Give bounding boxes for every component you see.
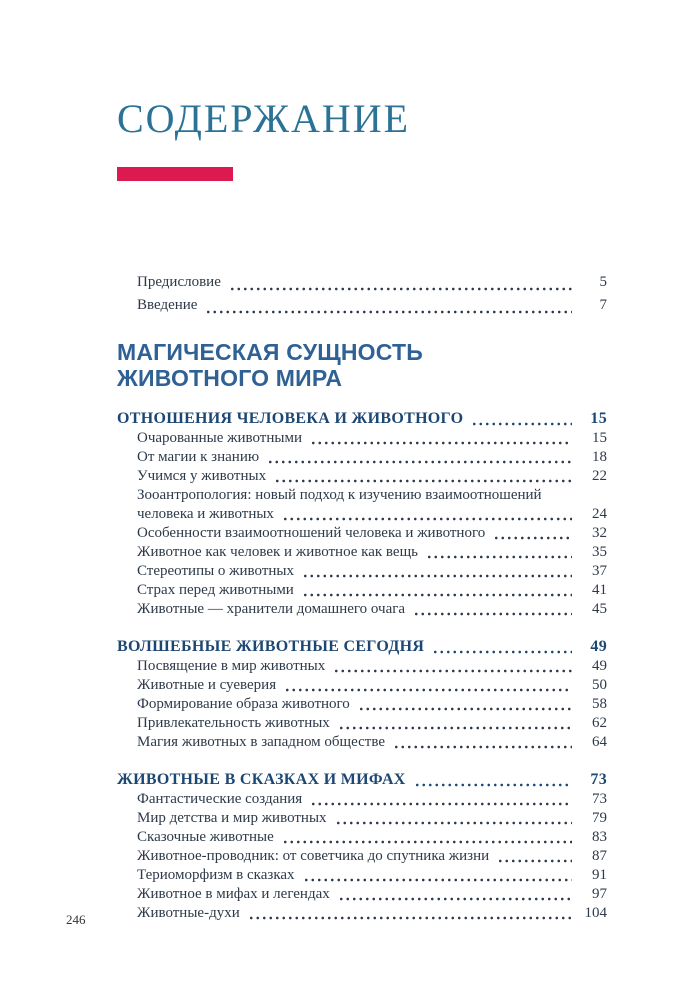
page-number: 45	[592, 601, 607, 617]
front-matter-row	[137, 271, 607, 294]
toc-entry-row	[137, 847, 607, 866]
toc-entry-row	[137, 600, 607, 619]
toc-entry-row	[137, 866, 607, 885]
chapter-heading-row	[117, 408, 607, 429]
toc-entry-label: Очарованные животными	[137, 430, 302, 446]
toc-entry-label: Стереотипы о животных	[137, 563, 295, 579]
chapter-title: ВОЛШЕБНЫЕ ЖИВОТНЫЕ СЕГОДНЯ	[117, 638, 425, 655]
page-number: 15	[592, 430, 607, 446]
dot-leader	[493, 536, 572, 540]
toc-section	[117, 636, 607, 752]
folio-page-number: 246	[66, 912, 86, 927]
page-number: 73	[590, 771, 607, 788]
toc-entry-row	[137, 505, 607, 524]
dot-leader	[358, 707, 572, 711]
page-number: 18	[592, 449, 607, 465]
page-title: СОДЕРЖАНИЕ	[117, 96, 411, 141]
dot-leader	[267, 460, 572, 464]
toc-entry-label: Териоморфизм в сказках	[137, 867, 295, 883]
toc-entry-row	[137, 562, 607, 581]
toc-entry-label: Учимся у животных	[137, 468, 267, 484]
dot-leader	[338, 726, 572, 730]
page-number: 22	[592, 468, 607, 484]
page-number: 49	[590, 638, 607, 655]
dot-leader	[497, 859, 572, 863]
toc-entry-row	[137, 581, 607, 600]
toc-sections	[117, 408, 607, 923]
page-number: 87	[592, 848, 607, 864]
toc-entry-row	[137, 695, 607, 714]
toc-entry-label: Страх перед животными	[137, 582, 294, 598]
page-number: 41	[592, 582, 607, 598]
page-number: 97	[592, 886, 607, 902]
part-heading-line: МАГИЧЕСКАЯ СУЩНОСТЬ	[117, 339, 423, 365]
page-number: 37	[592, 563, 607, 579]
dot-leader	[205, 310, 572, 314]
dot-leader	[393, 745, 572, 749]
dot-leader	[282, 517, 572, 521]
toc-section	[117, 408, 607, 619]
toc-entry-label: Животные и суеверия	[137, 677, 277, 693]
dot-leader	[310, 441, 572, 445]
dot-leader	[414, 783, 572, 787]
page-number: 104	[584, 905, 607, 921]
toc-entry-label: Введение	[137, 297, 198, 313]
chapter-heading-row	[117, 636, 607, 657]
page-number: 24	[592, 506, 607, 522]
dot-leader	[284, 688, 572, 692]
toc-entry-row	[137, 676, 607, 695]
dot-leader	[303, 878, 572, 882]
page-number: 73	[592, 791, 607, 807]
toc-entry-row	[137, 714, 607, 733]
toc-section	[117, 769, 607, 923]
dot-leader	[310, 802, 572, 806]
toc-entry-label: человека и животных	[137, 506, 274, 522]
toc-entry-label: Посвящение в мир животных	[137, 658, 326, 674]
dot-leader	[229, 287, 572, 291]
dot-leader	[432, 650, 572, 654]
toc-entry-row	[137, 543, 607, 562]
dot-leader	[248, 916, 572, 920]
chapter-title: ОТНОШЕНИЯ ЧЕЛОВЕКА И ЖИВОТНОГО	[117, 410, 464, 427]
page-number: 5	[599, 274, 607, 290]
chapter-title: ЖИВОТНЫЕ В СКАЗКАХ И МИФАХ	[117, 771, 406, 788]
section-entries	[117, 657, 607, 752]
toc-entry-label: Животное в мифах и легендах	[137, 886, 330, 902]
toc-entry-row	[137, 733, 607, 752]
page-number: 49	[592, 658, 607, 674]
section-entries	[117, 790, 607, 923]
page-number: 15	[590, 410, 607, 427]
page-number: 35	[592, 544, 607, 560]
toc-entry-row	[137, 809, 607, 828]
accent-bar	[117, 167, 233, 181]
toc-entry-label: Привлекательность животных	[137, 715, 330, 731]
dot-leader	[338, 897, 572, 901]
section-entries	[117, 429, 607, 619]
toc-entry-wrapped-line: Зооантропология: новый подход к изучению взаимоотношений	[137, 487, 542, 503]
toc-entry-row	[137, 904, 607, 923]
page-number: 83	[592, 829, 607, 845]
page-number: 58	[592, 696, 607, 712]
dot-leader	[333, 669, 572, 673]
page-number: 32	[592, 525, 607, 541]
front-matter-list	[117, 271, 607, 317]
toc-entry-label: Магия животных в западном обществе	[137, 734, 386, 750]
part-heading-line: ЖИВОТНОГО МИРА	[117, 365, 343, 391]
toc-content	[117, 0, 607, 923]
dot-leader	[335, 821, 572, 825]
page-number: 50	[592, 677, 607, 693]
toc-entry-label: Мир детства и мир животных	[137, 810, 327, 826]
toc-entry-row	[137, 657, 607, 676]
chapter-heading-row	[117, 769, 607, 790]
toc-entry-label: Особенности взаимоотношений человека и животного	[137, 525, 486, 541]
toc-entry-row	[137, 885, 607, 904]
toc-entry-label: Животные — хранители домашнего очага	[137, 601, 406, 617]
dot-leader	[302, 574, 572, 578]
toc-entry-row	[137, 524, 607, 543]
dot-leader	[471, 422, 572, 426]
toc-entry-row	[137, 790, 607, 809]
dot-leader	[413, 612, 572, 616]
toc-entry-label: От магии к знанию	[137, 449, 260, 465]
page-number: 62	[592, 715, 607, 731]
toc-entry-row	[137, 828, 607, 847]
page-number: 7	[599, 297, 607, 313]
toc-entry-label: Животные-духи	[137, 905, 240, 921]
front-matter-row	[137, 294, 607, 317]
toc-entry-row	[137, 429, 607, 448]
page-number: 64	[592, 734, 607, 750]
page-number: 79	[592, 810, 607, 826]
part-heading	[117, 339, 607, 391]
page-number: 91	[592, 867, 607, 883]
dot-leader	[282, 840, 572, 844]
dot-leader	[274, 479, 572, 483]
toc-entry-row	[137, 467, 607, 486]
toc-entry-label: Формирование образа животного	[137, 696, 350, 712]
toc-entry-label: Предисловие	[137, 274, 221, 290]
toc-entry-label: Сказочные животные	[137, 829, 274, 845]
dot-leader	[302, 593, 572, 597]
dot-leader	[426, 555, 572, 559]
toc-entry-label: Животное как человек и животное как вещь	[137, 544, 418, 560]
toc-entry-label: Животное-проводник: от советчика до спутника жизни	[137, 848, 490, 864]
toc-entry-label: Фантастические создания	[137, 791, 303, 807]
toc-entry-row	[137, 448, 607, 467]
